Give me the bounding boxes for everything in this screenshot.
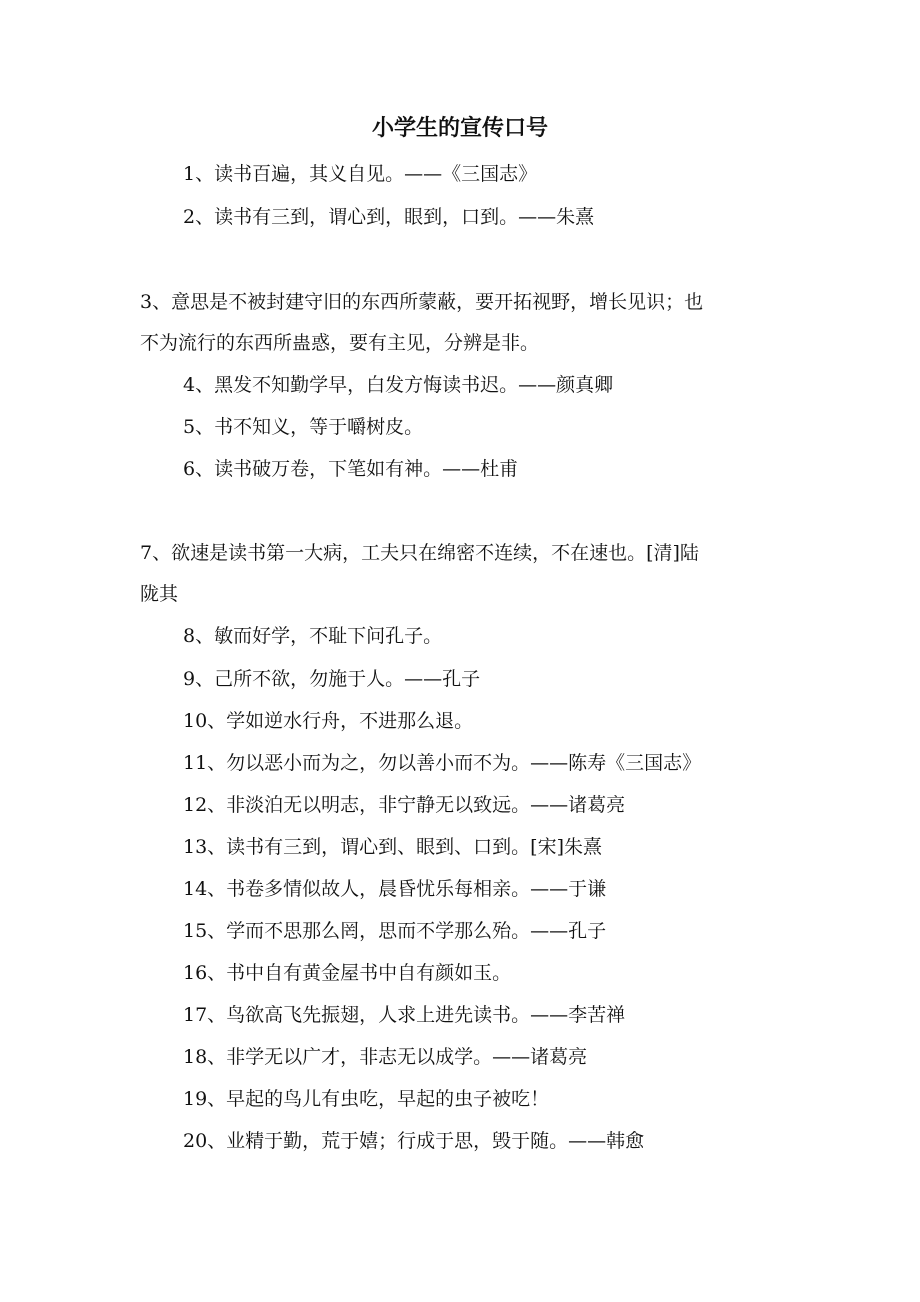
- slogan-line-7a: 7、欲速是读书第一大病，工夫只在绵密不连续，不在速也。[清]陆: [140, 542, 699, 564]
- slogan-line-3a: 3、意思是不被封建守旧的东西所蒙蔽，要开拓视野，增长见识；也: [140, 291, 704, 313]
- slogan-line-19: 19、早起的鸟儿有虫吃，早起的虫子被吃！: [183, 1088, 550, 1110]
- slogan-line-6: 6、读书破万卷，下笔如有神。——杜甫: [183, 458, 519, 480]
- slogan-line-4: 4、黑发不知勤学早，白发方悔读书迟。——颜真卿: [183, 374, 614, 396]
- slogan-line-12: 12、非淡泊无以明志，非宁静无以致远。——诸葛亮: [183, 794, 626, 816]
- page-title: 小学生的宣传口号: [371, 115, 548, 141]
- slogan-line-11: 11、勿以恶小而为之，勿以善小而不为。——陈寿《三国志》: [183, 752, 702, 774]
- slogan-line-15: 15、学而不思那么罔，思而不学那么殆。——孔子: [183, 920, 607, 942]
- slogan-line-7b: 陇其: [140, 583, 179, 605]
- slogan-line-9: 9、己所不欲，勿施于人。——孔子: [183, 668, 481, 690]
- slogan-line-14: 14、书卷多情似故人，晨昏忧乐每相亲。——于谦: [183, 878, 607, 900]
- slogan-line-8: 8、敏而好学，不耻下问孔子。: [183, 625, 443, 647]
- slogan-line-18: 18、非学无以广才，非志无以成学。——诸葛亮: [183, 1046, 588, 1068]
- slogan-line-2: 2、读书有三到，谓心到，眼到，口到。——朱熹: [183, 206, 595, 228]
- slogan-line-10: 10、学如逆水行舟，不进那么退。: [183, 710, 474, 732]
- slogan-line-5: 5、书不知义，等于嚼树皮。: [183, 416, 424, 438]
- slogan-line-17: 17、鸟欲高飞先振翅，人求上进先读书。——李苦禅: [183, 1004, 626, 1026]
- slogan-line-16: 16、书中自有黄金屋书中自有颜如玉。: [183, 962, 512, 984]
- slogan-line-3b: 不为流行的东西所蛊惑，要有主见，分辨是非。: [140, 332, 540, 354]
- slogan-line-13: 13、读书有三到，谓心到、眼到、口到。[宋]朱熹: [183, 836, 603, 858]
- slogan-line-1: 1、读书百遍，其义自见。——《三国志》: [183, 163, 538, 185]
- slogan-line-20: 20、业精于勤，荒于嬉；行成于思，毁于随。——韩愈: [183, 1130, 645, 1152]
